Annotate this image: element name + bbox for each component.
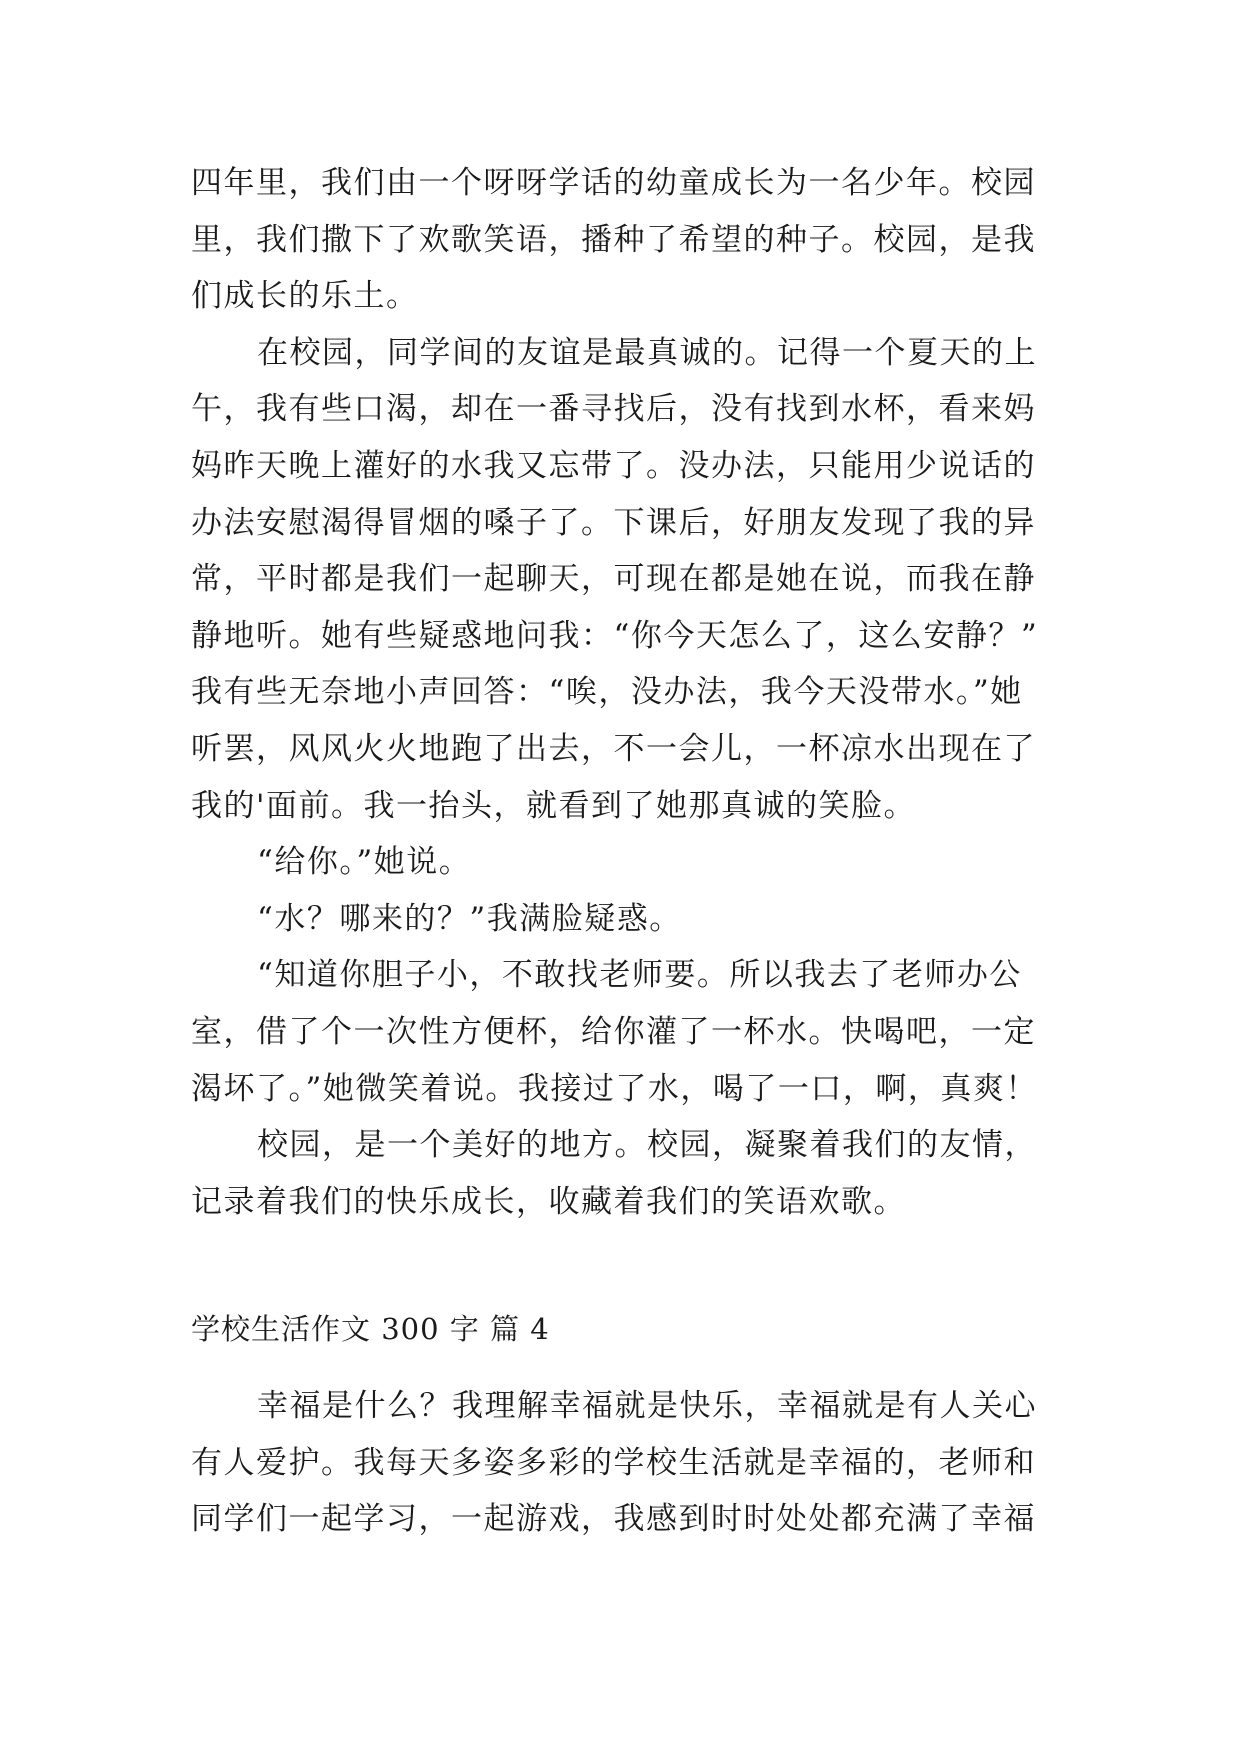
text-line: 室，借了个一次性方便杯，给你灌了一杯水。快喝吧，一定 — [191, 1013, 1036, 1050]
paragraph-start-line: 幸福是什么？我理解幸福就是快乐，幸福就是有人关心 — [257, 1388, 1037, 1424]
text-line: 四年里，我们由一个呀呀学话的幼童成长为一名少年。校园 — [191, 165, 1036, 201]
section-heading: 学校生活作文 300 字 篇 4 — [191, 1312, 550, 1346]
text-line: 我的'面前。我一抬头，就看到了她那真诚的笑脸。 — [191, 787, 917, 824]
paragraph-start-line: 在校园，同学间的友谊是最真诚的。记得一个夏天的上 — [257, 334, 1037, 371]
text-line: 渴坏了。”她微笑着说。我接过了水，喝了一口，啊，真爽！ — [191, 1070, 1038, 1107]
text-line: 同学们一起学习，一起游戏，我感到时时处处都充满了幸福 — [191, 1501, 1036, 1538]
text-line: 听罢，风风火火地跑了出去，不一会儿，一杯凉水出现在了 — [191, 730, 1036, 767]
text-line: 记录着我们的快乐成长，收藏着我们的笑语欢歌。 — [191, 1183, 906, 1220]
text-line: 有人爱护。我每天多姿多彩的学校生活就是幸福的，老师和 — [191, 1444, 1036, 1481]
paragraph-start-line: “知道你胆子小，不敢找老师要。所以我去了老师办公 — [257, 957, 1022, 994]
paragraph-start-line: 校园，是一个美好的地方。校园，凝聚着我们的友情， — [257, 1127, 1037, 1164]
text-line: 午，我有些口渴，却在一番寻找后，没有找到水杯，看来妈 — [191, 391, 1036, 428]
text-line: 里，我们撒下了欢歌笑语，播种了希望的种子。校园，是我 — [191, 221, 1036, 258]
text-line: 们成长的乐土。 — [191, 278, 419, 315]
essay-4-body — [191, 1378, 1051, 1548]
text-line: 妈昨天晚上灌好的水我又忘带了。没办法，只能用少说话的 — [191, 447, 1036, 484]
dialogue-line: “水？哪来的？”我满脸疑惑。 — [257, 900, 682, 937]
dialogue-line: “给你。”她说。 — [257, 844, 472, 881]
text-line: 静地听。她有些疑惑地问我：“你今天怎么了，这么安静？” — [191, 617, 1039, 654]
essay-3-body — [191, 155, 1051, 1230]
text-line: 我有些无奈地小声回答：“唉，没办法，我今天没带水。”她 — [191, 674, 1023, 711]
text-line: 办法安慰渴得冒烟的嗓子了。下课后，好朋友发现了我的异 — [191, 504, 1036, 541]
text-line: 常，平时都是我们一起聊天，可现在都是她在说，而我在静 — [191, 561, 1036, 598]
